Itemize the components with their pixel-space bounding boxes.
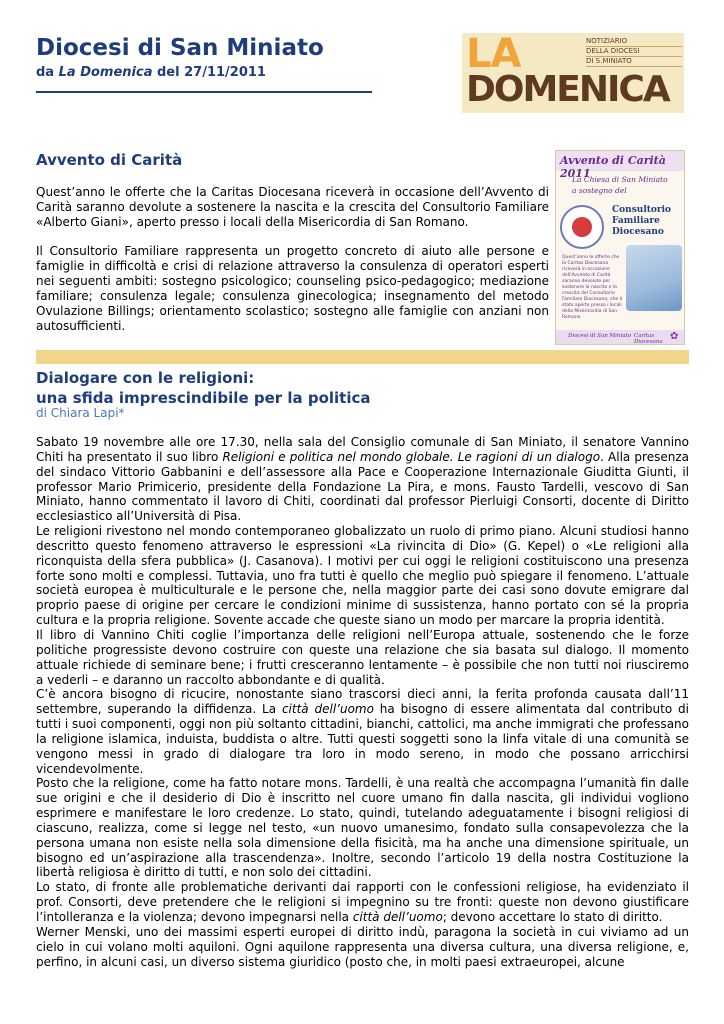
text-span: ; devono accettare lo stato di diritto. [442,910,663,924]
book-title: Religioni e politica nel mondo globale. Le ragioni di un dialogo [222,449,601,464]
logo-la-text: LA [466,33,521,77]
subtitle-source: La Domenica [58,65,153,80]
section-title-avvento: Avvento di Carità [36,151,183,169]
emphasis: città dell’uomo [352,910,443,924]
header-divider [36,91,372,93]
logo-note [586,37,682,67]
paragraph: Werner Menski, uno dei massimi esperti europei di diritto indù, paragona la società in cui viviamo ad un cielo in cui volano molti aquiloni. Ogni aquilone rappresenta una diversa cultura, una diversa religione, e, perfino, in alcuni casi, un diverso sistema giuridico (posto che, in molti paesi extraeuropei, alcune [36,924,689,969]
section-body-dialogare [36,435,689,969]
avvento-poster-image [555,150,685,345]
logo-note-line: NOTIZIARIO [586,37,682,47]
poster-line: a sostegno del [572,186,627,195]
text-span: . Alla presenza del sindaco Vittorio Gabbanini e dell’assessore alla Pace e Cooperazione Internazionale Giuditta Giunti, il professor Mario Primicerio, presidente della Fondazione La Pira, e mons. Fausto Tardelli, vescovo di San Miniato, hanno commentato il lavoro di Chiti, coordinati dal professor Pierluigi Consorti, docente di Diritto ecclesiastico all’Università di Pisa. [36,449,689,524]
text-span: Sabato 19 novembre alle ore 17.30, nella sala del Consiglio comunale di San Miniato, il senatore Vannino Chiti ha presentato il suo libro [36,435,689,464]
logo-domenica-text: DOMENICA [466,69,669,110]
section-title-line: Dialogare con le religioni: [36,369,255,387]
paragraph: Le religioni rivestono nel mondo contemporaneo globalizzato un ruolo di primo piano. Alcuni studiosi hanno descritto questo fenomeno attraverso le espressioni «La rivincita di Dio» (G. Kepel) o «Le religioni alla riconquista della sfera pubblica» (J. Casanova). I motivi per cui oggi le religioni costituiscono una presenza forte sono molti e complessi. Tuttavia, uno fra tutti è quello che meglio può spiegare il fenomeno. L’attuale società europea è multiculturale e le persone che, nella maggior parte dei casi sono dovute emigrare dal proprio paese di origine per cercare le condizioni minime di sussistenza, hanno portato con sé la propria cultura e la propria religione. Sovente accade che queste siano un modo per marcare la propria identità. [36,524,689,628]
section-title-line: una sfida imprescindibile per la politica [36,389,371,407]
poster-heading: Avvento di Carità 2011 [560,154,666,180]
page-header [36,34,376,80]
text-span: ha bisogno di essere alimentata dal contributo di tutti i suoi componenti, oggi non più soltanto cittadini, bianchi, cattolici, ma anche immigrati che professano la religione islamica, induista, buddista o altre. Tutti questi soggetti sono la linfa vitale di una comunità se vengono messi in grado di dialogare tra loro in modo sereno, in modo che possano arricchirsi vicendevolmente. [36,702,689,776]
section-title-dialogare [36,368,371,408]
logo-note-line: DI S.MINIATO [586,57,682,67]
section-divider-bar [36,350,689,364]
subtitle-prefix: da [36,65,59,80]
consultorio-seal-icon [560,205,604,249]
poster-title-line: Diocesano [612,227,664,237]
poster-title-line: Familiare [612,216,660,226]
poster-family-photo [626,245,682,311]
paragraph: Il Consultorio Familiare rappresenta un progetto concreto di aiuto alle persone e famiglie in difficoltà e crisi di relazione attraverso la consulenza di operatori esperti nei seguenti ambiti: sostegno psicologico; counseling psico-pedagogico; mediazione familiare; consulenza legale; consulenza ginecologica; insegnamento del metodo Ovulazione Billings; orientamento scolastico; sostegno alle famiglie con anziani non autosufficienti. [36,244,549,333]
paragraph [36,687,689,776]
text-span: C’è ancora bisogno di ricucire, nonostante siano trascorsi dieci anni, la ferita profonda causata dall’11 settembre, superando la diffidenza. La [36,687,689,717]
flower-icon: ✿ [670,331,679,342]
poster-small-text: Quest’anno le offerte che la Caritas Diocesana riceverà in occasione dell’Avvento di Carità saranno devolute per sostenere la nascita e la crescita del Consultorio Familiare Diocesano, che è stato aperto presso i locali della Misericordia di San Romano. [562,255,623,320]
section-body-avvento [36,185,549,333]
paragraph [36,880,689,925]
poster-footer-right: Caritas Diocesana [634,333,663,345]
emphasis: città dell’uomo [281,702,374,717]
paragraph: Quest’anno le offerte che la Caritas Diocesana riceverà in occasione dell’Avvento di Carità saranno devolute a sostenere la nascita e la crescita del Consultorio Familiare «Alberto Giani», aperto presso i locali della Misericordia di San Romano. [36,185,549,229]
page-title: Diocesi di San Miniato [36,35,324,61]
page-subtitle [36,65,376,80]
article-author: di Chiara Lapi* [36,406,125,420]
poster-title [612,205,682,238]
poster-footer-left: Diocesi di San Miniato [568,333,632,339]
la-domenica-logo [462,33,684,113]
paragraph [36,435,689,524]
paragraph: Posto che la religione, come ha fatto notare mons. Tardelli, è una realtà che accompagna l’umanità fin dalle sue origini e che il desiderio di Dio è inscritto nel cuore umano fin dalla nascita, gli individui vogliono esprimere e manifestare le loro credenze. Lo stato, quindi, tutelando adeguatamente i bisogni religiosi di ciascuno, realizza, come si legge nel testo, «un nuovo umanesimo, fondato sulla consapevolezza che la persona umana non esiste nella sola dimensione della fisicità, ma ha anche una dimensione spirituale, un bisogno ed un’aspirazione alla trascendenza». Inoltre, secondo l’articolo 19 della nostra Costituzione la libertà religiosa è diritto di tutti, e non solo dei cittadini. [36,776,689,880]
poster-line: La Chiesa di San Miniato [572,175,668,184]
paragraph: Il libro di Vannino Chiti coglie l’importanza delle religioni nell’Europa attuale, sostenendo che le forze politiche progressiste devono costruire con queste una relazione che sia basata sul dialogo. Il momento attuale richiede di seminare bene; i frutti cresceranno lentamente – è possibile che non tutti noi riusciremo a vederli – e daranno un raccolto abbondante e di qualità. [36,627,689,687]
poster-title-line: Consultorio [612,205,672,215]
text-span: Lo stato, di fronte alle problematiche derivanti dai rapporti con le confessioni religiose, ha evidenziato il prof. Consorti, deve pretendere che le religioni si impegnino su tre fronti: queste non devono giustificare l’intolleranza e la violenza; devono impegnarsi nella [36,880,689,924]
logo-note-line: DELLA DIOCESI [586,47,682,57]
subtitle-date: del 27/11/2011 [152,65,266,80]
